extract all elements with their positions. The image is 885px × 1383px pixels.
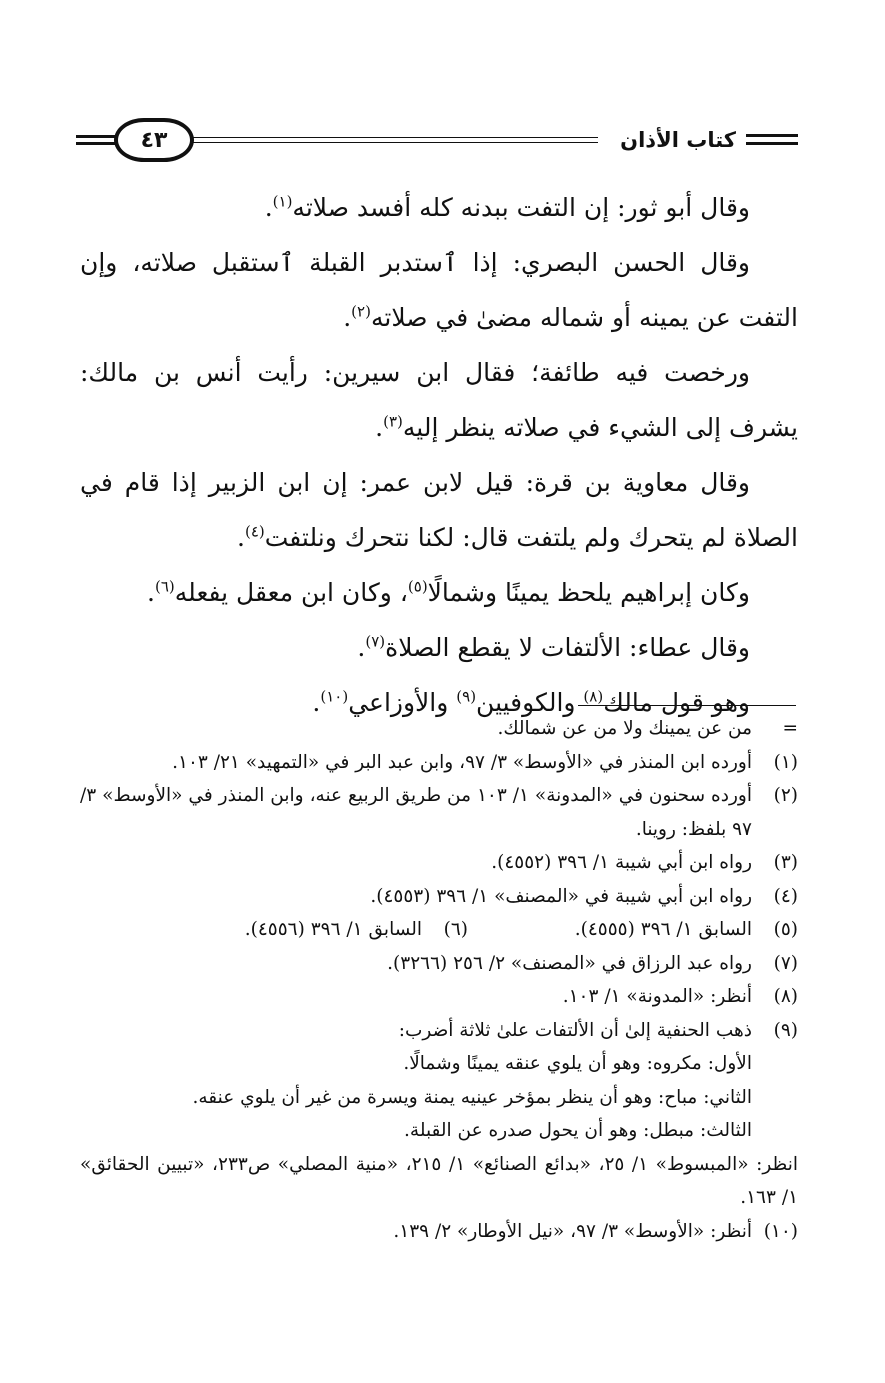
period: . <box>147 578 155 607</box>
footnote-ref: (٥) <box>407 577 428 596</box>
paragraph-text: والكوفيين <box>476 688 584 717</box>
footnote-ref: (٨) <box>583 687 604 706</box>
footnote-number: (١٠) <box>763 1220 798 1242</box>
paragraph-text: وقال معاوية بن قرة: قيل لابن عمر: إن ابن الزبير إذا قام في الصلاة لم يتحرك ولم يلتفت قال: لكنا نتحرك ونلتفت <box>80 468 798 552</box>
page-header <box>76 118 798 166</box>
header-rule <box>136 137 598 143</box>
footnote-text: السابق ١/ ٣٩٦ (٤٥٥٦). <box>244 919 422 940</box>
footnote-5-6 <box>80 913 798 947</box>
footnote-text: الثاني: مباح: وهو أن ينظر بمؤخر عينيه يمنة ويسرة من غير أن يلوي عنقه. <box>192 1086 752 1108</box>
period: . <box>264 193 273 222</box>
paragraph <box>80 180 798 235</box>
footnote-continuation <box>80 712 798 746</box>
footnote-ref: (٢) <box>351 302 371 321</box>
footnote-text: أنظر: «المدونة» ١/ ١٠٣. <box>562 986 752 1007</box>
footnotes <box>80 712 798 1248</box>
continuation-mark: = <box>782 718 798 739</box>
footnote-text: الأول: مكروه: وهو أن يلوي عنقه يمينًا وشمالًا. <box>403 1053 752 1074</box>
footnote-8 <box>80 980 798 1014</box>
footnote-9-refs <box>80 1148 798 1215</box>
paragraph <box>80 455 798 565</box>
period: . <box>237 523 245 552</box>
footnote-ref: (٩) <box>456 687 477 706</box>
footnote-ref: (٤) <box>244 522 265 541</box>
header-right-dash <box>746 134 798 145</box>
paragraph-text: وكان إبراهيم يلحظ يمينًا وشمالًا <box>427 578 750 607</box>
paragraph-text: ورخصت فيه طائفة؛ فقال ابن سيرين: رأيت أنس بن مالك: يشرف إلى الشيء في صلاته ينظر إليه <box>80 358 798 442</box>
paragraph <box>80 345 798 455</box>
main-text <box>80 180 798 730</box>
footnote-separator <box>578 705 796 706</box>
footnote-text: ذهب الحنفية إلىٰ أن الألتفات علىٰ ثلاثة أضرب: <box>398 1019 752 1041</box>
footnote-ref: (١) <box>272 192 293 211</box>
footnote-text: من عن يمينك ولا من عن شمالك. <box>497 718 752 739</box>
footnote-9-body <box>80 1014 752 1148</box>
paragraph-text: وهو قول مالك <box>603 688 750 717</box>
period: . <box>357 633 366 662</box>
footnote-1 <box>80 746 798 780</box>
chapter-title: كتاب الأذان <box>620 128 736 152</box>
footnote-ref: (٣) <box>383 412 403 431</box>
footnote-text: رواه ابن أبي شيبة ١/ ٣٩٦ (٤٥٥٢). <box>491 852 752 873</box>
paragraph-text: وقال أبو ثور: إن التفت ببدنه كله أفسد صلاته <box>292 193 750 222</box>
footnote-text: أورده سحنون في «المدونة» ١/ ١٠٣ من طريق الربيع عنه، وابن المنذر في «الأوسط» ٣/ ٩٧ بلفظ: روينا. <box>80 785 752 840</box>
paragraph <box>80 565 798 620</box>
paragraph-text: وقال عطاء: الألتفات لا يقطع الصلاة <box>385 633 750 662</box>
footnote-3 <box>80 846 798 880</box>
footnote-4 <box>80 880 798 914</box>
footnote-number: (٣) <box>773 852 798 873</box>
footnote-6 <box>138 913 468 947</box>
footnote-10 <box>80 1215 798 1249</box>
footnote-text: أورده ابن المنذر في «الأوسط» ٣/ ٩٧، وابن عبد البر في «التمهيد» ٢١/ ١٠٣. <box>172 751 752 773</box>
footnote-ref: (٧) <box>365 632 386 651</box>
footnote-number: (١) <box>773 751 798 773</box>
footnote-text: السابق ١/ ٣٩٦ (٤٥٥٥). <box>574 919 752 940</box>
footnote-text: أنظر: «الأوسط» ٣/ ٩٧، «نيل الأوطار» ٢/ ١٣٩. <box>393 1220 752 1242</box>
period: . <box>343 303 352 332</box>
footnote-2 <box>80 779 798 846</box>
footnote-7 <box>80 947 798 981</box>
footnote-9 <box>80 1014 798 1148</box>
period: . <box>375 413 384 442</box>
paragraph-text: والأوزاعي <box>348 688 457 717</box>
footnote-text: الثالث: مبطل: وهو أن يحول صدره عن القبلة. <box>404 1120 752 1141</box>
paragraph <box>80 620 798 675</box>
footnote-text: رواه ابن أبي شيبة في «المصنف» ١/ ٣٩٦ (٤٥٥٣). <box>370 885 752 907</box>
footnote-number: (٦) <box>443 919 468 940</box>
footnote-number: (٨) <box>773 986 798 1007</box>
paragraph <box>80 235 798 345</box>
footnote-number: (٥) <box>773 919 798 940</box>
paragraph-text: وقال الحسن البصري: إذا ٱستدبر القبلة ٱستقبل صلاته، وإن التفت عن يمينه أو شماله مضىٰ في صلاته <box>80 248 798 332</box>
footnote-number: (٧) <box>773 952 798 974</box>
footnote-5 <box>468 913 798 947</box>
page-number: ٤٣ <box>114 118 194 162</box>
paragraph-text: ، وكان ابن معقل يفعله <box>174 578 408 607</box>
footnote-number: (٢) <box>773 785 798 806</box>
footnote-text: رواه عبد الرزاق في «المصنف» ٢/ ٢٥٦ (٣٢٦٦). <box>387 952 752 974</box>
footnote-number: (٤) <box>773 885 798 907</box>
period: . <box>312 688 321 717</box>
footnote-number: (٩) <box>773 1019 798 1041</box>
footnote-text: انظر: «المبسوط» ١/ ٢٥، «بدائع الصنائع» ١/ ٢١٥، «منية المصلي» ص٢٣٣، «تبيين الحقائق» ١/ ١٦٣. <box>80 1153 798 1208</box>
header-left-bar <box>76 135 116 145</box>
footnote-ref: (٦) <box>154 577 175 596</box>
footnote-ref: (١٠) <box>320 687 349 706</box>
